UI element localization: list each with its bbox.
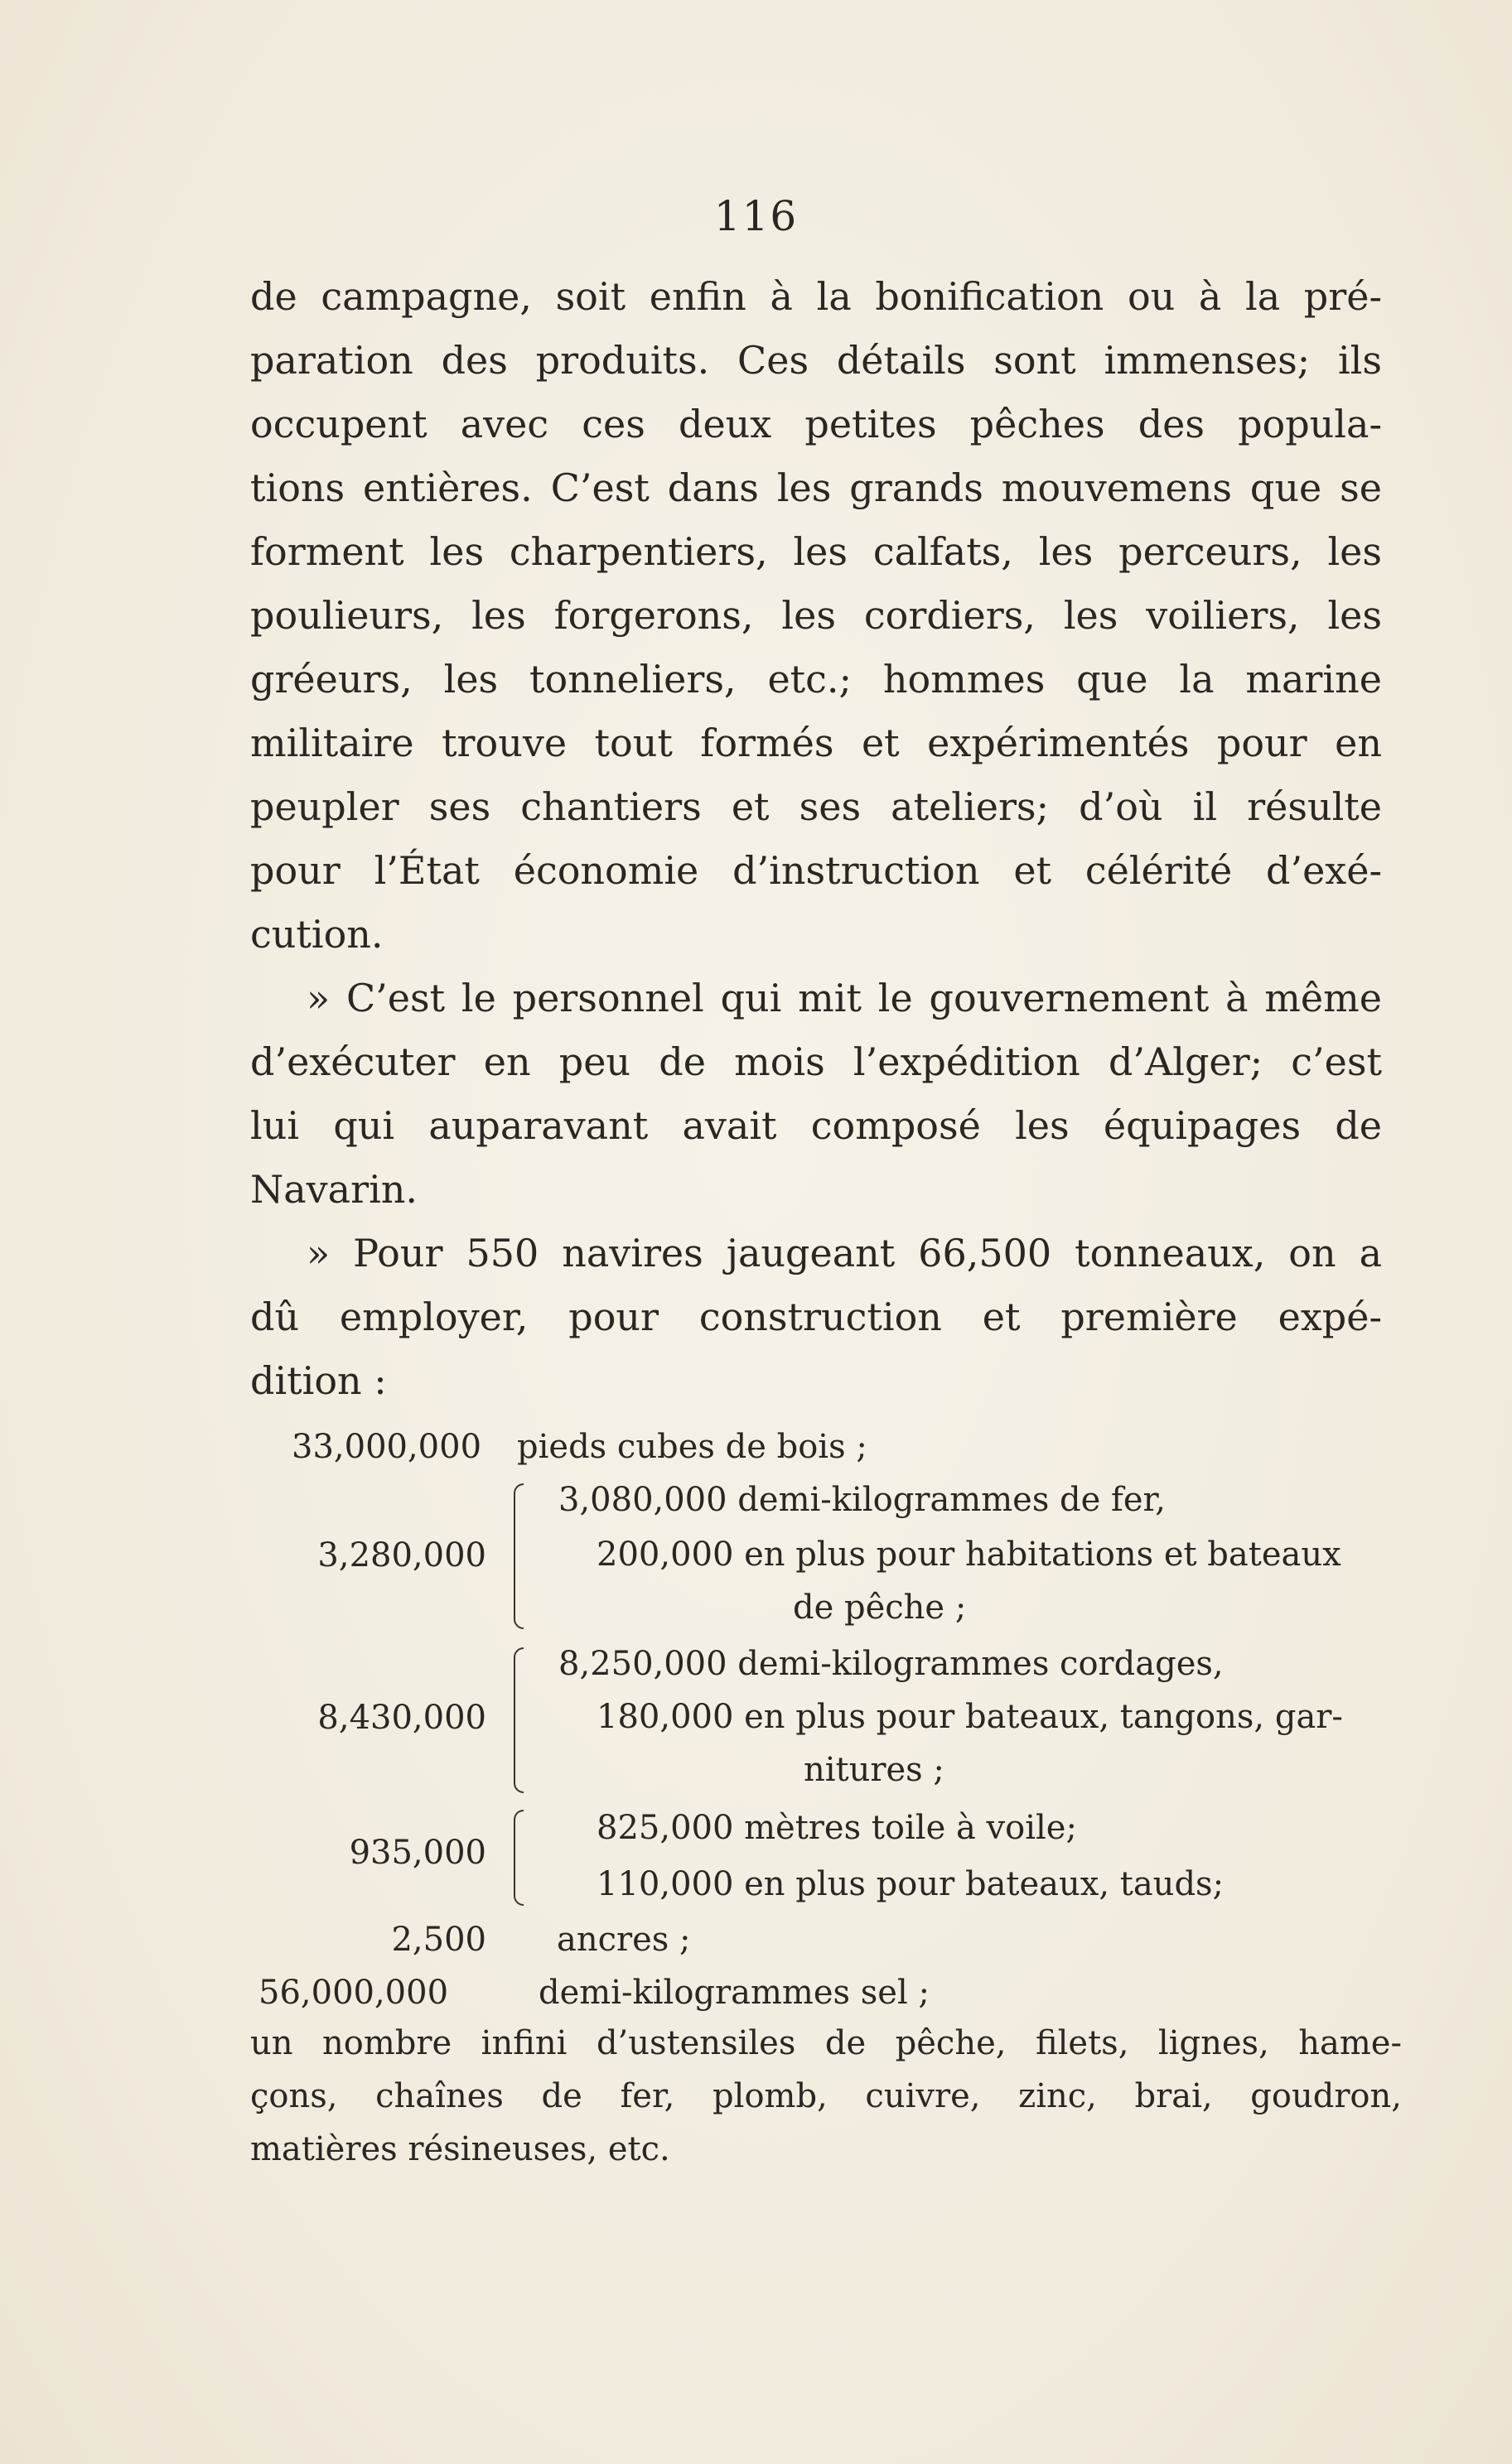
text-line: gréeurs, les tonneliers, etc.; hommes que la marine: [250, 657, 1382, 702]
list-item-wood: [250, 1420, 1402, 1473]
rope-line-1: 8,250,000 demi-kilogrammes cordages,: [558, 1645, 1224, 1683]
closing-text: [250, 2017, 1402, 2176]
iron-total: 3,280,000: [317, 1536, 486, 1574]
text-line: poulieurs, les forgerons, les cordiers, les voiliers, les: [250, 593, 1382, 638]
rope-line-2: 180,000 en plus pour bateaux, tangons, gar-: [597, 1698, 1343, 1736]
anchors-amount: 2,500: [391, 1921, 486, 1959]
text-line: » Pour 550 navires jaugeant 66,500 tonneaux, on a: [307, 1231, 1382, 1275]
sail-line-2: 110,000 en plus pour bateaux, tauds;: [597, 1865, 1225, 1903]
list-item-anchors: [250, 1913, 1402, 1966]
rope-brace: [514, 1647, 524, 1793]
text-line: cution.: [250, 912, 384, 957]
text-line: Navarin.: [250, 1167, 418, 1212]
iron-line-2: 200,000 en plus pour habitations et bateaux: [597, 1536, 1341, 1574]
text-line: dû employer, pour construction et première expé-: [250, 1295, 1382, 1339]
salt-text: demi-kilogrammes sel ;: [539, 1974, 930, 2012]
text-line: un nombre infini d’ustensiles de pêche, filets, lignes, hame-: [250, 2024, 1402, 2062]
text-line: lui qui auparavant avait composé les équipages de: [250, 1103, 1382, 1148]
sail-total: 935,000: [349, 1834, 486, 1872]
list-item-salt: [250, 1966, 1402, 2019]
sail-line-1: 825,000 mètres toile à voile;: [597, 1809, 1077, 1847]
list-item-iron: [250, 1473, 1402, 1637]
iron-line-1: 3,080,000 demi-kilogrammes de fer,: [558, 1481, 1166, 1519]
wood-text: pieds cubes de bois ;: [517, 1428, 867, 1466]
text-line: peupler ses chantiers et ses ateliers; d’où il résulte: [250, 784, 1382, 829]
wood-amount: 33,000,000: [292, 1428, 482, 1466]
salt-amount: 56,000,000: [258, 1974, 449, 2012]
text-line: paration des produits. Ces détails sont immenses; ils: [250, 338, 1382, 383]
text-line: forment les charpentiers, les calfats, les perceurs, les: [250, 529, 1382, 574]
text-line: çons, chaînes de fer, plomb, cuivre, zinc, brai, goudron,: [250, 2077, 1402, 2115]
iron-line-3: de pêche ;: [793, 1589, 967, 1627]
text-line: d’exécuter en peu de mois l’expédition d’Alger; c’est: [250, 1039, 1382, 1084]
text-line: matières résineuses, etc.: [250, 2130, 670, 2168]
text-line: dition :: [250, 1358, 387, 1403]
text-line: » C’est le personnel qui mit le gouvernement à même: [307, 976, 1382, 1020]
rope-total: 8,430,000: [317, 1699, 486, 1737]
list-item-rope: [250, 1637, 1402, 1801]
rope-line-3: nitures ;: [804, 1751, 944, 1789]
text-line: pour l’État économie d’instruction et célérité d’exé-: [250, 848, 1382, 893]
text-line: occupent avec ces deux petites pêches des popula-: [250, 402, 1382, 446]
body-text: [250, 265, 1382, 1413]
text-line: tions entières. C’est dans les grands mouvemens que se: [250, 465, 1382, 510]
supplies-list: [250, 1420, 1402, 2019]
text-line: de campagne, soit enfin à la bonification ou à la pré-: [250, 274, 1382, 319]
sail-brace: [514, 1810, 524, 1906]
anchors-text: ancres ;: [557, 1921, 691, 1959]
list-item-sail: [250, 1801, 1402, 1913]
text-line: militaire trouve tout formés et expérimentés pour en: [250, 721, 1382, 765]
iron-brace: [514, 1483, 524, 1629]
page-number: 116: [713, 192, 799, 240]
